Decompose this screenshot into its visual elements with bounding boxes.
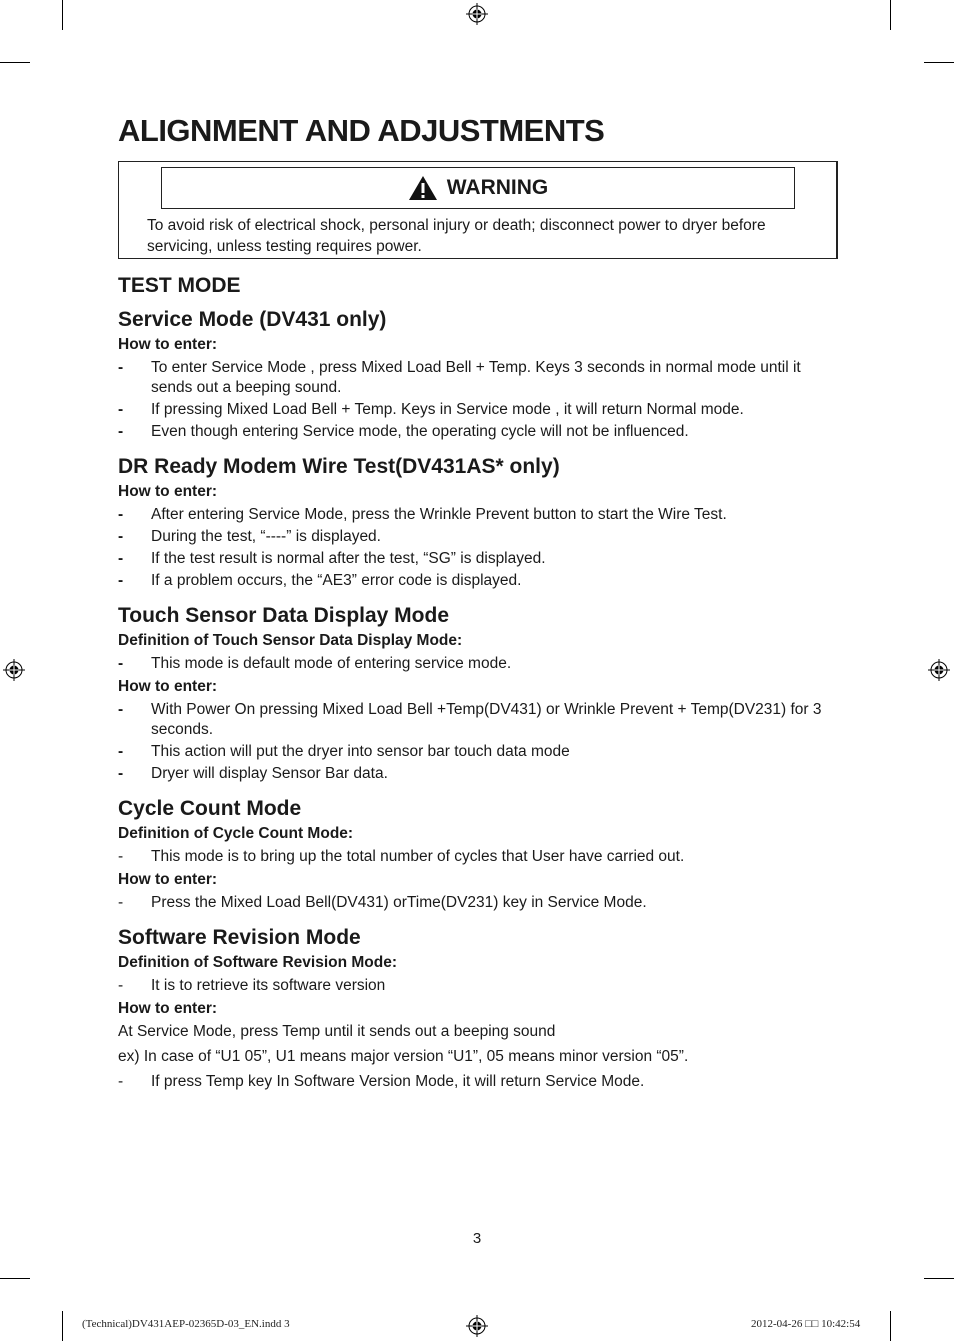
software-revision-definition-list bbox=[118, 976, 838, 996]
bullet-dash: - bbox=[118, 655, 124, 672]
list-item-text: If pressing Mixed Load Bell + Temp. Keys in Service mode , it will return Normal mode. bbox=[151, 401, 744, 418]
list-item-text: Even though entering Service mode, the operating cycle will not be influenced. bbox=[151, 423, 689, 440]
registration-mark-icon bbox=[3, 659, 25, 681]
bullet-dash: - bbox=[118, 765, 124, 782]
page-content bbox=[118, 112, 838, 1094]
list-item-text: Dryer will display Sensor Bar data. bbox=[151, 765, 388, 782]
bullet-dash: - bbox=[118, 423, 124, 440]
crop-mark bbox=[0, 62, 30, 63]
footer-file-info: (Technical)DV431AEP-02365D-03_EN.indd 3 bbox=[82, 1318, 290, 1330]
how-to-enter-label: How to enter: bbox=[118, 483, 218, 500]
list-item bbox=[118, 549, 838, 569]
page-title: ALIGNMENT AND ADJUSTMENTS bbox=[118, 113, 605, 148]
section-heading-test-mode: TEST MODE bbox=[118, 274, 241, 297]
list-item-text: With Power On pressing Mixed Load Bell +Temp(DV431) or Wrinkle Prevent + Temp(DV231) for 3 seconds. bbox=[151, 701, 822, 738]
list-item bbox=[118, 527, 838, 547]
cycle-count-definition-list bbox=[118, 847, 838, 867]
crop-mark bbox=[890, 0, 891, 30]
bullet-dash: - bbox=[118, 743, 124, 760]
crop-mark bbox=[924, 1278, 954, 1279]
bullet-dash: - bbox=[118, 401, 124, 418]
bullet-dash: - bbox=[118, 572, 124, 589]
definition-label: Definition of Touch Sensor Data Display Mode: bbox=[118, 632, 463, 649]
list-item bbox=[118, 1072, 838, 1092]
heading-modem-wire-test: DR Ready Modem Wire Test(DV431AS* only) bbox=[118, 455, 560, 478]
list-item-text: To enter Service Mode , press Mixed Load Bell + Temp. Keys 3 seconds in normal mode until it sends out a beeping sound. bbox=[151, 359, 801, 396]
bullet-dash: - bbox=[118, 506, 124, 523]
list-item-text: This mode is to bring up the total number of cycles that User have carried out. bbox=[151, 848, 685, 865]
registration-mark-icon bbox=[928, 659, 950, 681]
list-item bbox=[118, 505, 838, 525]
modem-test-list bbox=[118, 505, 838, 591]
list-item bbox=[118, 764, 838, 784]
paragraph: At Service Mode, press Temp until it sends out a beeping sound bbox=[118, 1023, 556, 1040]
list-item bbox=[118, 654, 838, 674]
heading-cycle-count-mode: Cycle Count Mode bbox=[118, 797, 302, 820]
warning-box bbox=[118, 161, 838, 259]
list-item-text: If a problem occurs, the “AE3” error code is displayed. bbox=[151, 572, 522, 589]
crop-mark bbox=[890, 1311, 891, 1341]
bullet-dash: - bbox=[118, 894, 124, 911]
list-item bbox=[118, 422, 838, 442]
bullet-dash: - bbox=[118, 359, 124, 376]
definition-label: Definition of Cycle Count Mode: bbox=[118, 825, 354, 842]
registration-mark-icon bbox=[466, 1315, 488, 1337]
list-item bbox=[118, 976, 838, 996]
crop-mark bbox=[924, 62, 954, 63]
bullet-dash: - bbox=[118, 701, 124, 718]
service-mode-list bbox=[118, 358, 838, 442]
warning-triangle-icon bbox=[408, 175, 438, 201]
list-item-text: After entering Service Mode, press the Wrinkle Prevent button to start the Wire Test. bbox=[151, 506, 727, 523]
page-number: 3 bbox=[472, 1230, 482, 1247]
heading-service-mode: Service Mode (DV431 only) bbox=[118, 308, 387, 331]
list-item bbox=[118, 700, 838, 740]
footer-timestamp: 2012-04-26 □□ 10:42:54 bbox=[751, 1318, 861, 1330]
heading-software-revision-mode: Software Revision Mode bbox=[118, 926, 361, 949]
crop-mark bbox=[0, 1278, 30, 1279]
warning-text: To avoid risk of electrical shock, personal injury or death; disconnect power to dryer before servicing, unless testing requires power. bbox=[147, 217, 766, 255]
list-item-text: This mode is default mode of entering service mode. bbox=[151, 655, 512, 672]
list-item bbox=[118, 571, 838, 591]
bullet-dash: - bbox=[118, 848, 124, 865]
list-item-text: During the test, “----” is displayed. bbox=[151, 528, 381, 545]
bullet-dash: - bbox=[118, 1073, 124, 1090]
list-item bbox=[118, 742, 838, 762]
how-to-enter-label: How to enter: bbox=[118, 871, 218, 888]
heading-touch-sensor-mode: Touch Sensor Data Display Mode bbox=[118, 604, 450, 627]
list-item-text: If the test result is normal after the test, “SG” is displayed. bbox=[151, 550, 546, 567]
how-to-enter-label: How to enter: bbox=[118, 678, 218, 695]
touch-sensor-list bbox=[118, 700, 838, 784]
list-item bbox=[118, 893, 838, 913]
list-item-text: If press Temp key In Software Version Mode, it will return Service Mode. bbox=[151, 1073, 645, 1090]
bullet-dash: - bbox=[118, 977, 124, 994]
bullet-dash: - bbox=[118, 528, 124, 545]
registration-mark-icon bbox=[466, 3, 488, 25]
how-to-enter-label: How to enter: bbox=[118, 336, 218, 353]
list-item-text: Press the Mixed Load Bell(DV431) orTime(DV231) key in Service Mode. bbox=[151, 894, 647, 911]
list-item bbox=[118, 358, 838, 398]
definition-label: Definition of Software Revision Mode: bbox=[118, 954, 398, 971]
list-item-text: It is to retrieve its software version bbox=[151, 977, 386, 994]
bullet-dash: - bbox=[118, 550, 124, 567]
paragraph: ex) In case of “U1 05”, U1 means major version “U1”, 05 means minor version “05”. bbox=[118, 1048, 689, 1065]
list-item bbox=[118, 400, 838, 420]
warning-heading: WARNING bbox=[446, 176, 549, 199]
warning-header bbox=[161, 167, 795, 209]
crop-mark bbox=[62, 1311, 63, 1341]
list-item-text: This action will put the dryer into sensor bar touch data mode bbox=[151, 743, 570, 760]
touch-sensor-definition-list bbox=[118, 654, 838, 674]
cycle-count-list bbox=[118, 893, 838, 913]
list-item bbox=[118, 847, 838, 867]
how-to-enter-label: How to enter: bbox=[118, 1000, 218, 1017]
crop-mark bbox=[62, 0, 63, 30]
software-revision-list bbox=[118, 1072, 838, 1092]
